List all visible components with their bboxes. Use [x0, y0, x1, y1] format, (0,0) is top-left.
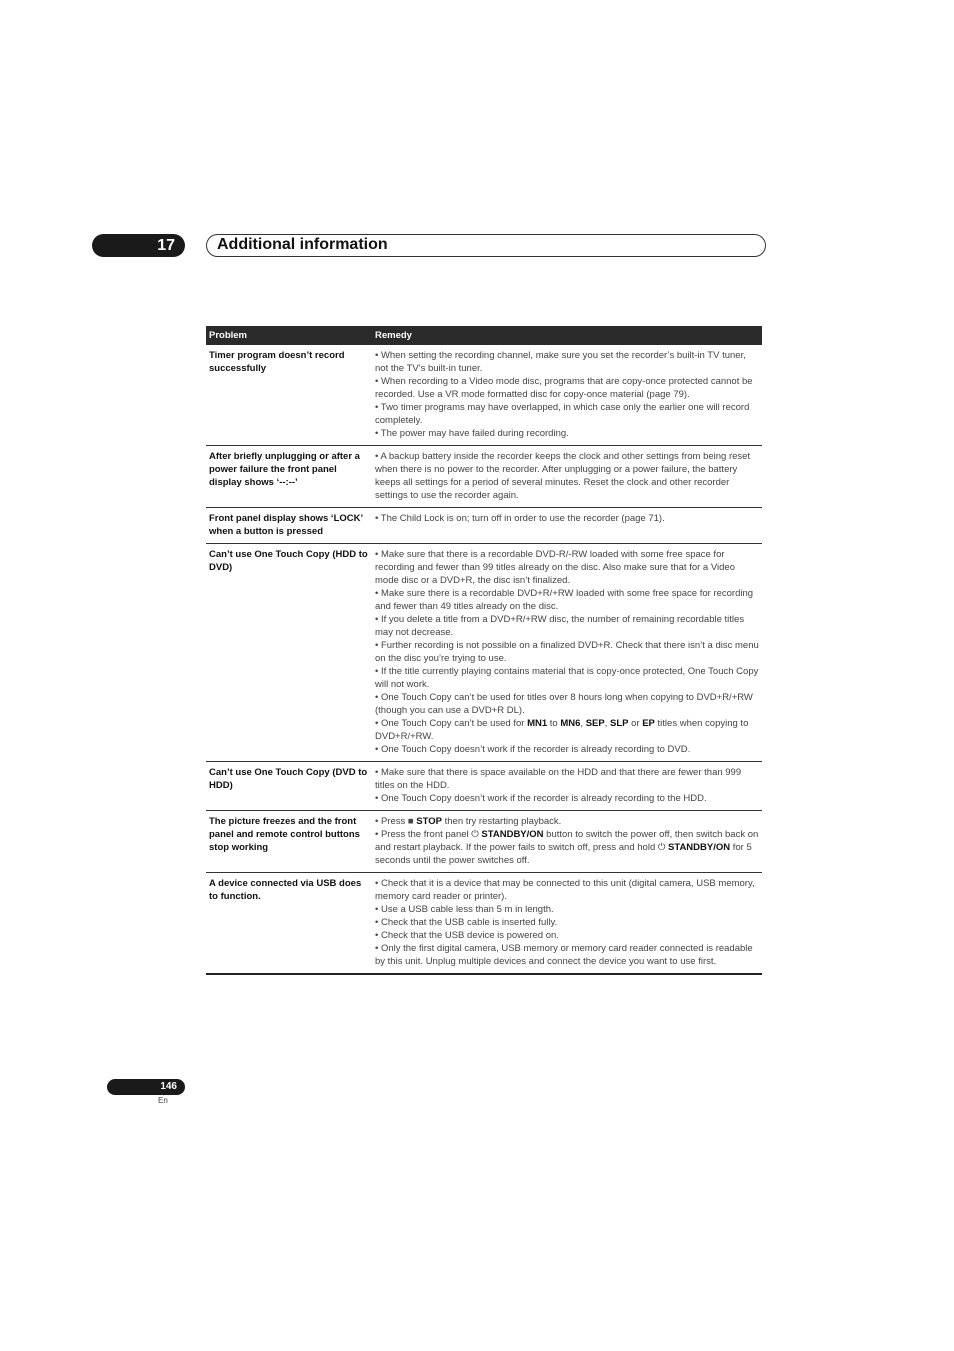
problem-cell: A device connected via USB does to function. — [206, 873, 372, 975]
remedy-item: • If the title currently playing contains material that is copy-once protected, One Touch Copy will not work. — [375, 666, 759, 690]
remedy-cell — [372, 811, 762, 873]
remedy-item: • When recording to a Video mode disc, programs that are copy-once protected cannot be recorded. Use a VR mode formatted disc for copy-once material (page 79). — [375, 376, 753, 400]
table-row — [206, 508, 762, 544]
remedy-item: • Press ■ STOP then try restarting playback. — [375, 816, 562, 827]
problem-cell: After briefly unplugging or after a power failure the front panel display shows ‘--:--’ — [206, 446, 372, 508]
remedy-item: • If you delete a title from a DVD+R/+RW disc, the number of remaining recordable titles may not decrease. — [375, 614, 745, 638]
table-header-row — [206, 326, 762, 345]
troubleshooting-table — [206, 326, 762, 975]
chapter-number-badge: 17 — [92, 234, 185, 257]
remedy-item: • Further recording is not possible on a finalized DVD+R. Check that there isn’t a disc menu on the disc you’re trying to use. — [375, 640, 759, 664]
remedy-item: • Check that it is a device that may be connected to this unit (digital camera, USB memory, memory card reader or printer). — [375, 878, 755, 902]
column-header-problem: Problem — [206, 326, 372, 345]
table-row — [206, 762, 762, 811]
remedy-cell — [372, 508, 762, 544]
table-row — [206, 345, 762, 446]
problem-cell: The picture freezes and the front panel and remote control buttons stop working — [206, 811, 372, 873]
remedy-item: • Make sure that there is space available on the HDD and that there are fewer than 999 titles on the HDD. — [375, 767, 742, 791]
remedy-item: • When setting the recording channel, make sure you set the recorder’s built-in TV tuner, not the TV’s built-in tuner. — [375, 350, 746, 374]
language-label: En — [158, 1096, 168, 1105]
remedy-item: • One Touch Copy doesn’t work if the recorder is already recording to the HDD. — [375, 793, 707, 804]
page-number-badge: 146 — [107, 1079, 185, 1095]
problem-cell: Can’t use One Touch Copy (DVD to HDD) — [206, 762, 372, 811]
problem-cell: Front panel display shows ‘LOCK’ when a button is pressed — [206, 508, 372, 544]
remedy-cell — [372, 544, 762, 762]
remedy-item: • A backup battery inside the recorder keeps the clock and other settings from being reset when there is no power to the recorder. After unplugging or a power failure, the battery keeps all settings for a period of several minutes. Reset the clock and other recorder settings to use the recorder again. — [375, 451, 751, 501]
table-row — [206, 446, 762, 508]
remedy-cell — [372, 345, 762, 446]
remedy-item: • One Touch Copy doesn’t work if the recorder is already recording to DVD. — [375, 744, 691, 755]
problem-cell: Timer program doesn’t record successfully — [206, 345, 372, 446]
remedy-item: • Make sure that there is a recordable DVD-R/-RW loaded with some free space for recording and fewer than 99 titles already on the disc. Also make sure that for a Video mode disc or a DVD+R, the disc isn’t finalized. — [375, 549, 735, 586]
remedy-cell — [372, 446, 762, 508]
remedy-item: • Two timer programs may have overlapped, in which case only the earlier one will record completely. — [375, 402, 750, 426]
remedy-item: • One Touch Copy can’t be used for MN1 to MN6, SEP, SLP or EP titles when copying to DVD+R/+RW. — [375, 718, 749, 742]
remedy-item: • Only the first digital camera, USB memory or memory card reader connected is readable by this unit. Unplug multiple devices and connect the device you want to use first. — [375, 943, 753, 967]
table-row — [206, 811, 762, 873]
chapter-title: Additional information — [206, 234, 766, 257]
remedy-item: • The power may have failed during recording. — [375, 428, 569, 439]
remedy-item: • The Child Lock is on; turn off in order to use the recorder (page 71). — [375, 513, 665, 524]
column-header-remedy: Remedy — [372, 326, 762, 345]
problem-cell: Can’t use One Touch Copy (HDD to DVD) — [206, 544, 372, 762]
remedy-item: • Check that the USB cable is inserted fully. — [375, 917, 558, 928]
remedy-item: • Press the front panel ⏻ STANDBY/ON button to switch the power off, then switch back on and restart playback. If the power fails to switch off, press and hold ⏻ STANDBY/ON for 5 seconds until the power switches off. — [375, 829, 759, 866]
remedy-cell — [372, 762, 762, 811]
table-row — [206, 873, 762, 975]
remedy-item: • Make sure there is a recordable DVD+R/+RW loaded with some free space for recording and fewer than 49 titles already on the disc. — [375, 588, 754, 612]
remedy-item: • Use a USB cable less than 5 m in length. — [375, 904, 554, 915]
table-row — [206, 544, 762, 762]
remedy-cell — [372, 873, 762, 975]
remedy-item: • Check that the USB device is powered on. — [375, 930, 559, 941]
remedy-item: • One Touch Copy can’t be used for titles over 8 hours long when copying to DVD+R/+RW (though you can use a DVD+R DL). — [375, 692, 753, 716]
